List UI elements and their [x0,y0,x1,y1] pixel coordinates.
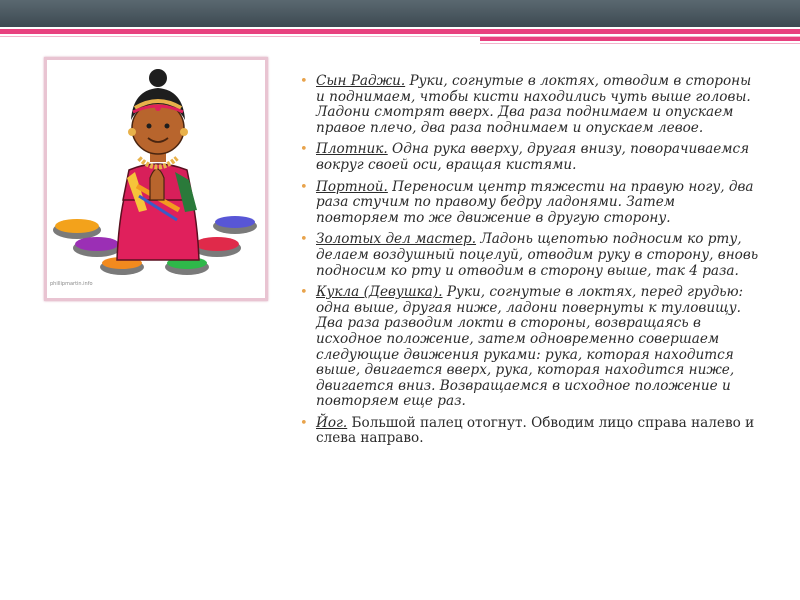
list-item [300,416,760,447]
item-title: Йог. [316,414,348,431]
hands [150,169,164,200]
image-credit: phillipmartin.info [50,281,93,287]
exercise-list [300,74,760,447]
list-item [300,285,760,410]
indian-girl-illustration [47,60,265,298]
item-title: Золотых дел мастер. [316,231,477,248]
item-title: Сын Раджи. [316,73,406,89]
item-text: Большой палец отогнут. Обводим лицо справа налево и слева направо. [316,414,755,447]
item-text: Ладонь щепотью подносим ко рту, делаем воздушный поцелуй, отводим руку в сторону, вновь подносим ко рту и отводим в сторону выше, так 4 раза. [316,231,759,279]
top-title-bar [0,0,800,27]
bullet-icon: • [300,74,308,89]
bullet-icon: • [300,285,308,301]
list-item [300,142,760,173]
accent-stripe-short-thin [480,43,800,44]
list-item [300,232,760,279]
item-text: Одна рука вверху, другая внизу, поворачиваемся вокруг своей оси, вращая кистями. [316,141,750,173]
item-text: Руки, согнутые в локтях, отводим в стороны и поднимаем, чтобы кисти находились чуть выше головы. Ладони смотрят вверх. Два раза поднимаем и опускаем правое плечо, два раза поднимаем и опускаем левое. [316,73,752,136]
bullet-icon: • [300,142,308,158]
bullet-icon: • [300,415,308,431]
illustration-frame [44,57,268,301]
item-title: Плотник. [316,141,388,158]
list-item [300,74,760,136]
list-item [300,180,760,227]
exercise-list-container [300,74,760,453]
item-title: Портной. [316,178,388,195]
accent-stripe [0,29,800,34]
accent-stripe-short [480,37,800,41]
item-text: Руки, согнутые в локтях, перед грудью: одна выше, другая ниже, ладони повернуты к туловищу. Два раза разводим локти в стороны, возвращаясь в исходное положение, затем одновременно совершаем следующие движения руками: рука, которая находится выше, двигается вверх, рука, которая находится ниже, двигается вниз. Возвращаемся в исходное положение и повторяем еще раз. [316,284,744,410]
bullet-icon: • [300,232,308,248]
bullet-icon: • [300,179,308,195]
item-text: Переносим центр тяжести на правую ногу, два раза стучим по правому бедру ладонями. Затем повторяем то же движение в другую сторону. [316,178,754,226]
item-title: Кукла (Девушка). [316,284,443,301]
